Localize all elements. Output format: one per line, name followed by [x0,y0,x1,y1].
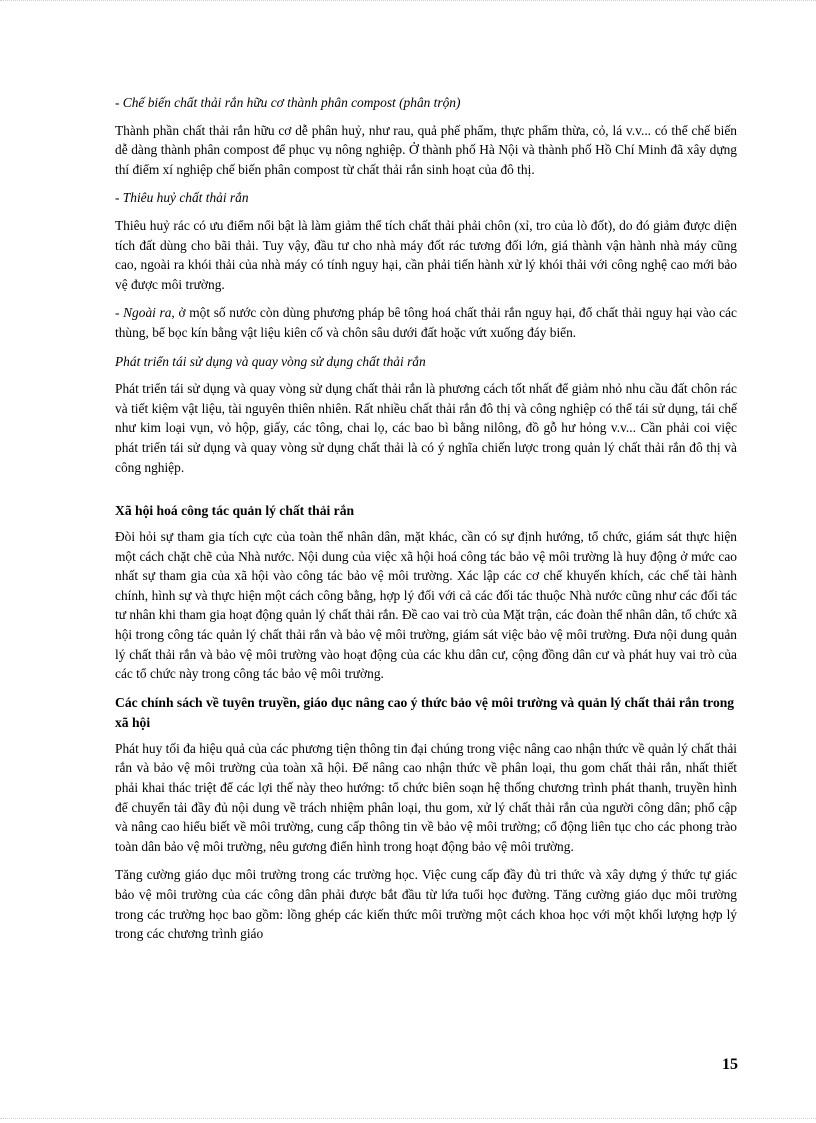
socialization-paragraph: Đòi hỏi sự tham gia tích cực của toàn thể nhân dân, mặt khác, cần có sự định hướng, tổ chức, giám sát thực hiện một cách chặt chẽ của Nhà nước. Nội dung của việc xã hội hoá công tác bảo vệ môi trường là huy động ở mức cao nhất sự tham gia của xã hội vào công tác bảo vệ môi trường. Xác lập các cơ chế khuyến khích, các chế tài hành chính, hình sự và thực hiện một cách công bằng, hợp lý đối với cả các đối tác thuộc Nhà nước cũng như các đối tác tư nhân khi tham gia hoạt động quản lý chất thải rắn. Đề cao vai trò của Mặt trận, các đoàn thể nhân dân, tổ chức xã hội trong công tác quản lý chất thải rắn và bảo vệ môi trường, giám sát việc bảo vệ môi trường. Đưa nội dung quản lý chất thải rắn và bảo vệ môi trường vào hoạt động của các khu dân cư, cộng đồng dân cư và phát huy vai trò của các tổ chức này trong công tác bảo vệ môi trường. [115,529,737,682]
other-measures-paragraph [115,303,737,342]
socialization-heading: Xã hội hoá công tác quản lý chất thải rắn [115,503,355,519]
incineration-heading: - Thiêu huỷ chất thải rắn [115,190,249,206]
reuse-heading: Phát triển tái sử dụng và quay vòng sử dụng chất thải rắn [115,353,426,369]
compost-heading: - Chế biến chất thải rắn hữu cơ thành phân compost (phân trộn) [115,95,461,110]
other-measures-text: ở một số nước còn dùng phương pháp bê tông hoá chất thải rắn nguy hại, đổ chất thải nguy hại vào các thùng, bể bọc kín bằng vật liệu kiên cố và chôn sâu dưới đất hoặc vứt xuống đáy biển. [115,305,737,340]
education-paragraph-1: Phát huy tối đa hiệu quả của các phương tiện thông tin đại chúng trong việc nâng cao nhận thức về quản lý chất thải rắn và bảo vệ môi trường của toàn xã hội. Để nâng cao nhận thức về phân loại, thu gom chất thải rắn, nhất thiết phải khai thác triệt để các lợi thế này theo hướng: tổ chức biên soạn hệ thống chương trình phát thanh, truyền hình để chuyển tải đầy đủ nội dung về trách nhiệm phân loại, thu gom, xử lý chất thải rắn của người công dân; phổ cập và nâng cao hiểu biết về môi trường, cung cấp thông tin về bảo vệ môi trường; cổ động liên tục cho các phong trào toàn dân bảo vệ môi trường, nêu gương điển hình trong hoạt động bảo vệ môi trường. [115,740,737,854]
education-paragraph-2: Tăng cường giáo dục môi trường trong các trường học. Việc cung cấp đầy đủ tri thức và xây dựng ý thức tự giác bảo vệ môi trường của các công dân phải được bắt đầu từ lứa tuổi học đường. Tăng cường giáo dục môi trường trong các trường học bao gồm: lồng ghép các kiến thức môi trường một cách khoa học với một khối lượng hợp lý trong các chương trình giáo [115,867,737,942]
reuse-paragraph: Phát triển tái sử dụng và quay vòng sử dụng chất thải rắn là phương cách tốt nhất để giảm nhỏ nhu cầu đất chôn rác và tiết kiệm vật liệu, tài nguyên thiên nhiên. Rất nhiều chất thải rắn đô thị và công nghiệp có thể tái sử dụng, tái chế như kim loại vụn, vỏ hộp, giấy, các tông, chai lọ, các bao bì bằng nilông, đồ gỗ hư hỏng v.v... Cần phải coi việc phát triển tái sử dụng và quay vòng sử dụng chất thải là có ý nghĩa chiến lược trong quản lý chất thải rắn đô thị và công nghiệp. [115,381,737,475]
compost-paragraph: Thành phần chất thải rắn hữu cơ dễ phân huỷ, như rau, quả phế phẩm, thực phẩm thừa, cỏ, lá v.v... có thể chế biến dễ dàng thành phân compost để phục vụ nông nghiệp. Ở thành phố Hà Nội và thành phố Hồ Chí Minh đã xây dựng thí điểm xí nghiệp chế biến phân compost từ chất thải rắn sinh hoạt của đô thị. [115,122,737,177]
document-body [115,93,737,953]
page-number: 15 [722,1056,738,1073]
incineration-paragraph: Thiêu huỷ rác có ưu điểm nổi bật là làm giảm thể tích chất thải phải chôn (xỉ, tro của lò đốt), do đó giảm được diện tích đất dùng cho bãi thải. Tuy vậy, đầu tư cho nhà máy đốt rác tương đối lớn, giá thành vận hành nhà máy cũng cao, ngoài ra khói thải của nhà máy có tính nguy hại, cần phải tiến hành xử lý khói thải với công nghệ cao mới bảo vệ được môi trường. [115,217,737,292]
other-measures-lead: - Ngoài ra, [115,305,175,321]
page-top-edge [0,0,816,2]
page-bottom-edge [0,1118,816,1120]
education-heading: Các chính sách về tuyên truyền, giáo dục nâng cao ý thức bảo vệ môi trường và quản lý chất thải rắn trong xã hội [115,694,735,730]
